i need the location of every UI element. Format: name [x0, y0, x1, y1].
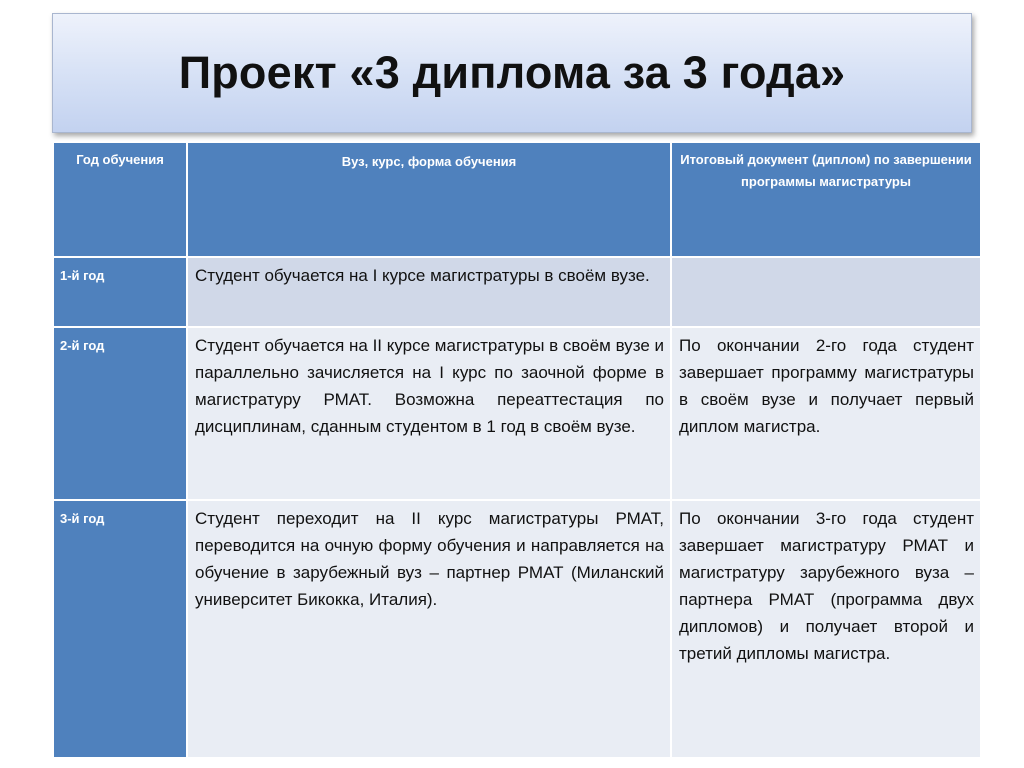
table-row [53, 327, 981, 500]
result-cell [671, 257, 981, 327]
year-cell: 1-й год [53, 257, 187, 327]
study-cell: Студент переходит на II курс магистратуры РМАТ, переводится на очную форму обучения и направляется на обучение в зарубежный вуз – партнер РМАТ (Миланский университет Бикокка, Италия). [187, 500, 671, 758]
year-cell: 2-й год [53, 327, 187, 500]
program-table [52, 141, 982, 759]
header-final-document: Итоговый документ (диплом) по завершении программы магистратуры [671, 142, 981, 257]
header-year: Год обучения [53, 142, 187, 257]
header-university-course: Вуз, курс, форма обучения [187, 142, 671, 257]
table-row [53, 500, 981, 758]
result-cell: По окончании 2-го года студент завершает программу магистратуры в своём вузе и получает первый диплом магистра. [671, 327, 981, 500]
study-cell: Студент обучается на I курсе магистратуры в своём вузе. [187, 257, 671, 327]
table-row [53, 257, 981, 327]
table-header-row [53, 142, 981, 257]
study-cell: Студент обучается на II курсе магистратуры в своём вузе и параллельно зачисляется на I курс по заочной форме в магистратуру РМАТ. Возможна переаттестация по дисциплинам, сданным студентом в 1 год в своём вузе. [187, 327, 671, 500]
page-title: Проект «3 диплома за 3 года» [178, 47, 846, 98]
year-cell: 3-й год [53, 500, 187, 758]
result-cell: По окончании 3-го года студент завершает магистратуру РМАТ и магистратуру зарубежного вуза – партнера РМАТ (программа двух дипломов) и получает второй и третий дипломы магистра. [671, 500, 981, 758]
title-banner [52, 13, 972, 133]
